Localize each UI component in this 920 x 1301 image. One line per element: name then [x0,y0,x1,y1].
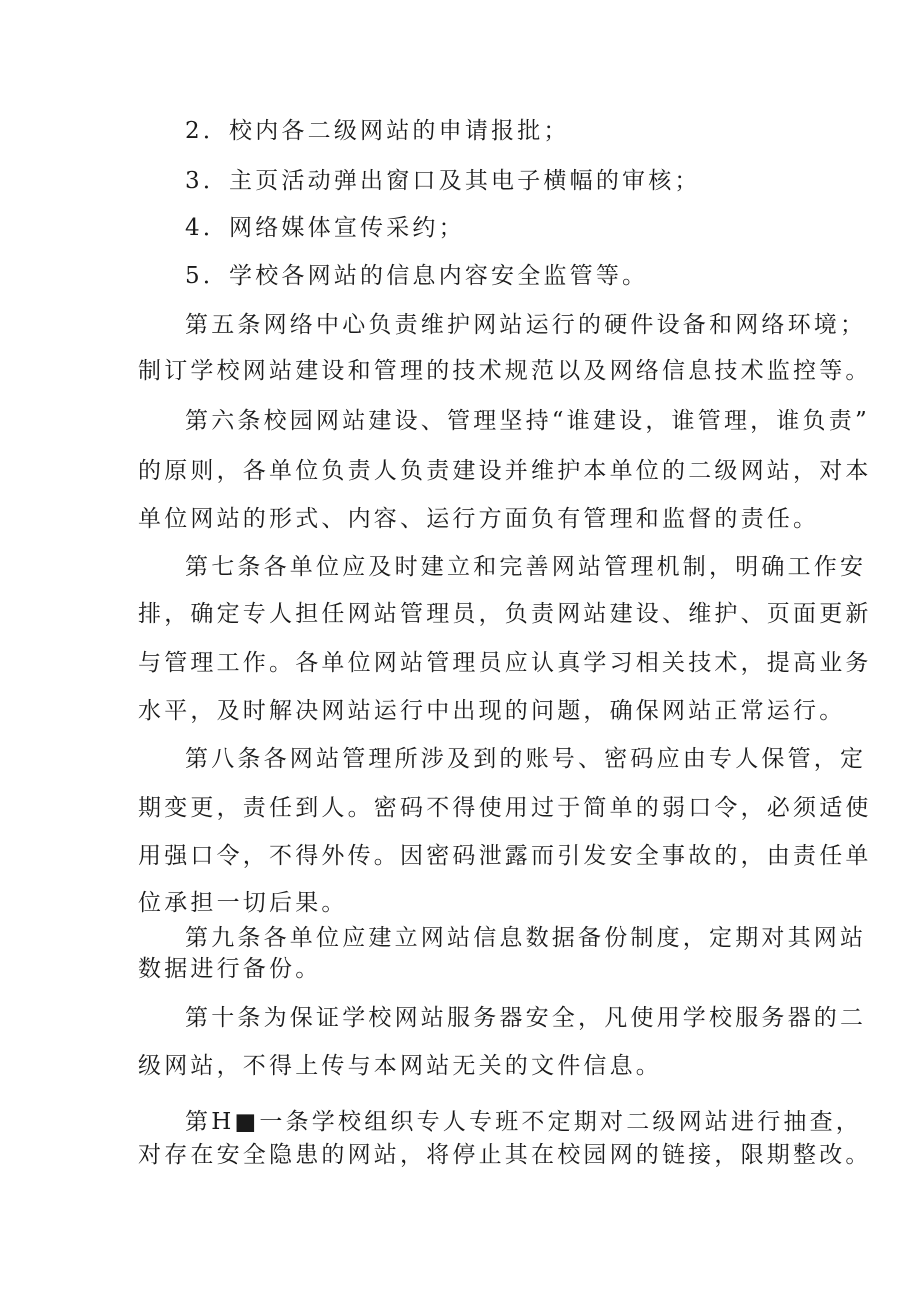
list-item-4: 4．网络媒体宣传采约； [185,215,465,241]
article-7-line-2: 排，确定专人担任网站管理员，负责网站建设、维护、页面更新 [138,601,872,627]
article-8-line-4: 位承担一切后果。 [138,890,348,916]
article-7-line-3: 与管理工作。各单位网站管理员应认真学习相关技术，提高业务 [138,650,872,676]
article-11-line-1: 第H■一条学校组织专人专班不定期对二级网站进行抽查， [185,1109,862,1135]
article-6-line-1: 第六条校园网站建设、管理坚持“谁建设，谁管理，谁负责” [185,408,870,434]
article-6-line-2: 的原则，各单位负责人负责建设并维护本单位的二级网站，对本 [138,458,872,484]
article-11-line-2: 对存在安全隐患的网站，将停止其在校园网的链接，限期整改。 [138,1142,872,1168]
article-8-line-1: 第八条各网站管理所涉及到的账号、密码应由专人保管，定 [185,746,867,772]
article-5-line-2: 制订学校网站建设和管理的技术规范以及网络信息技术监控等。 [138,358,872,384]
article-8-line-2: 期变更，责任到人。密码不得使用过于简单的弱口令，必须适使 [138,795,872,821]
article-9-line-2: 数据进行备份。 [138,956,322,982]
article-5-line-1: 第五条网络中心负责维护网站运行的硬件设备和网络环境； [185,312,867,338]
article-7-line-4: 水平，及时解决网站运行中出现的问题，确保网站正常运行。 [138,698,846,724]
article-6-line-3: 单位网站的形式、内容、运行方面负有管理和监督的责任。 [138,506,820,532]
article-9-line-1: 第九条各单位应建立网站信息数据备份制度，定期对其网站 [185,925,867,951]
article-10-line-1: 第十条为保证学校网站服务器安全，凡使用学校服务器的二 [185,1005,867,1031]
list-item-2: 2．校内各二级网站的申请报批； [185,118,570,144]
article-8-line-3: 用强口令，不得外传。因密码泄露而引发安全事故的，由责任单 [138,843,872,869]
article-10-line-2: 级网站，不得上传与本网站无关的文件信息。 [138,1053,662,1079]
list-item-5: 5．学校各网站的信息内容安全监管等。 [185,263,649,289]
list-item-3: 3．主页活动弹出窗口及其电子横幅的审核； [185,168,701,194]
article-7-line-1: 第七条各单位应及时建立和完善网站管理机制，明确工作安 [185,554,867,580]
